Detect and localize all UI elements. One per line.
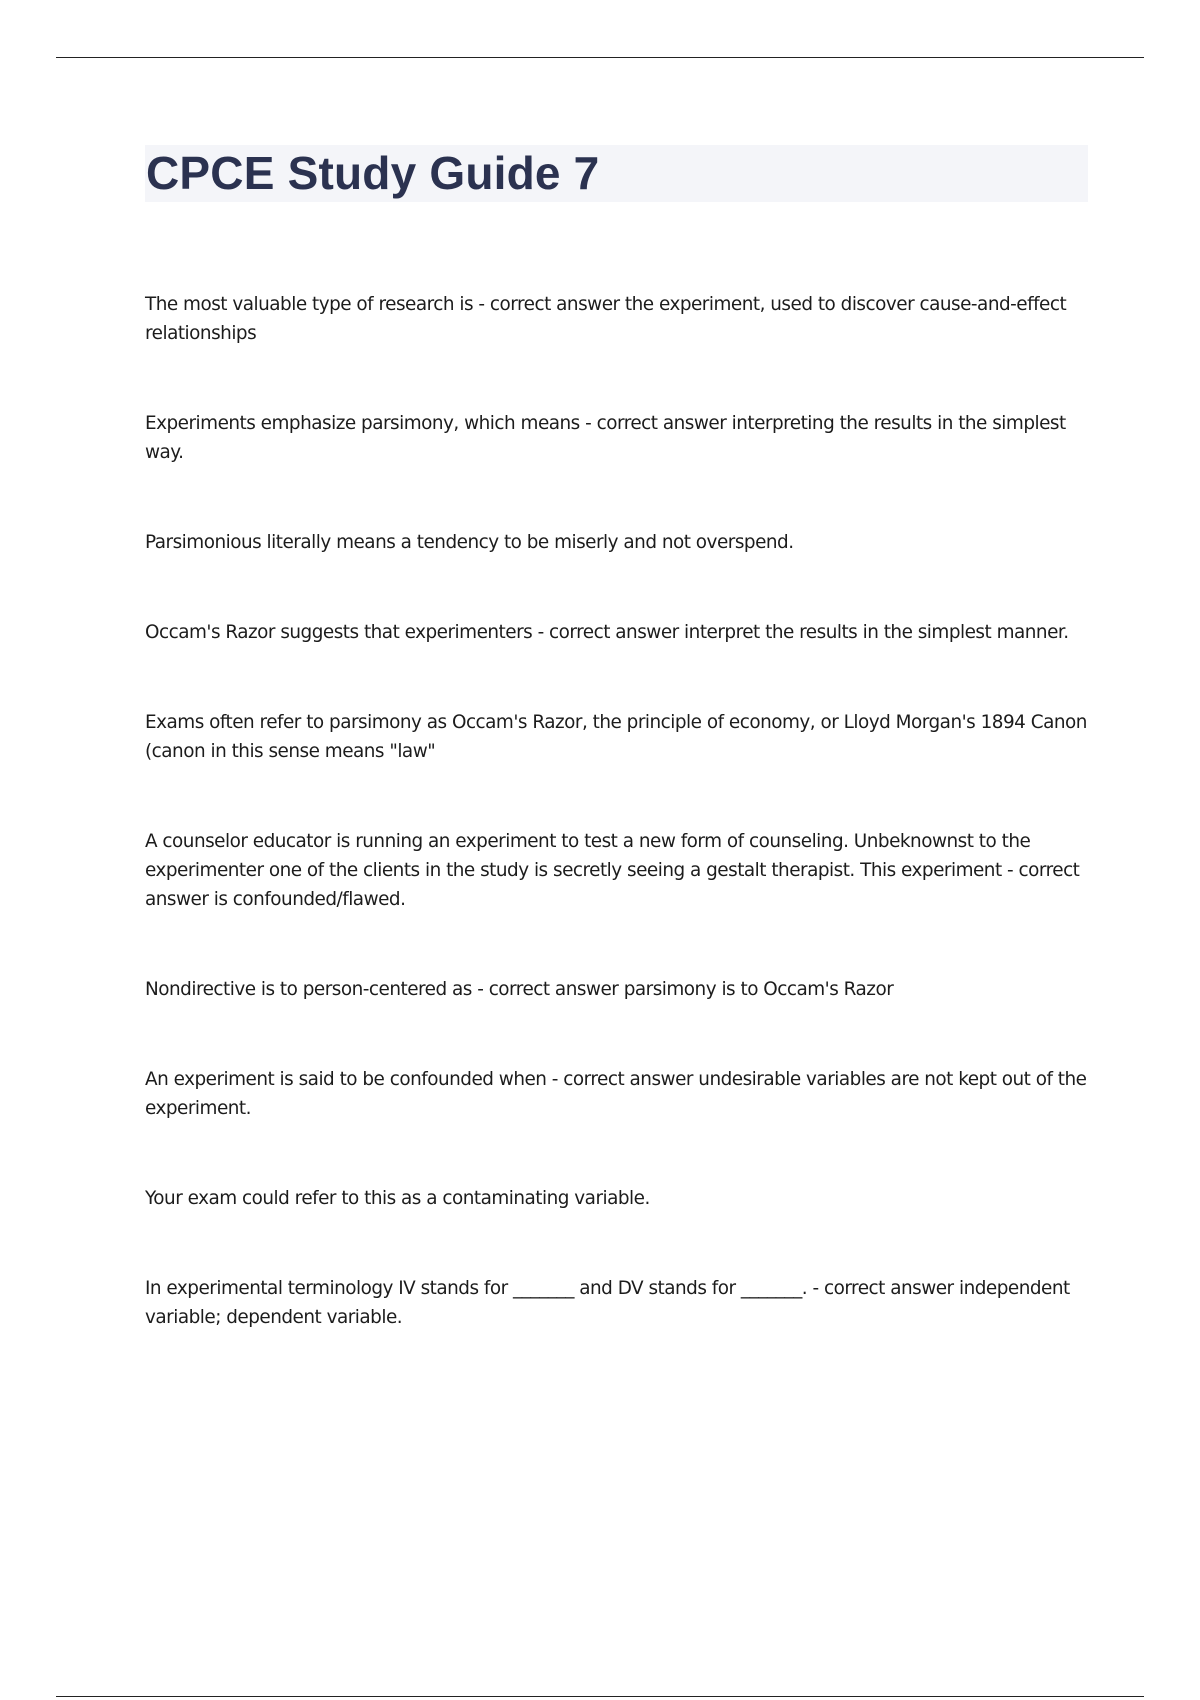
study-entry: Nondirective is to person-centered as - correct answer parsimony is to Occam's Razor — [145, 979, 894, 1000]
top-rule — [56, 57, 1144, 58]
study-entry: Occam's Razor suggests that experimenters - correct answer interpret the results in the simplest manner. — [145, 622, 1069, 643]
document-title: CPCE Study Guide 7 — [146, 147, 600, 199]
study-entry: The most valuable type of research is - correct answer the experiment, used to discover cause-and-effect relationships — [145, 294, 1067, 344]
study-entry: In experimental terminology IV stands for _______ and DV stands for _______. - correct answer independent variable; dependent variable. — [145, 1278, 1070, 1328]
study-entry: Experiments emphasize parsimony, which means - correct answer interpreting the results in the simplest way. — [145, 413, 1066, 463]
study-entries — [145, 290, 1095, 1332]
bottom-rule — [56, 1696, 1144, 1697]
study-entry: Parsimonious literally means a tendency to be miserly and not overspend. — [145, 532, 794, 553]
study-entry: An experiment is said to be confounded when - correct answer undesirable variables are not kept out of the experiment. — [145, 1069, 1087, 1119]
study-entry: Exams often refer to parsimony as Occam's Razor, the principle of economy, or Lloyd Morgan's 1894 Canon (canon in this sense means "law" — [145, 712, 1087, 762]
study-entry: Your exam could refer to this as a contaminating variable. — [145, 1188, 650, 1209]
study-entry: A counselor educator is running an experiment to test a new form of counseling. Unbeknownst to the experimenter one of the clients in the study is secretly seeing a gestalt therapist. This experiment - correct answer is confounded/flawed. — [145, 831, 1080, 910]
